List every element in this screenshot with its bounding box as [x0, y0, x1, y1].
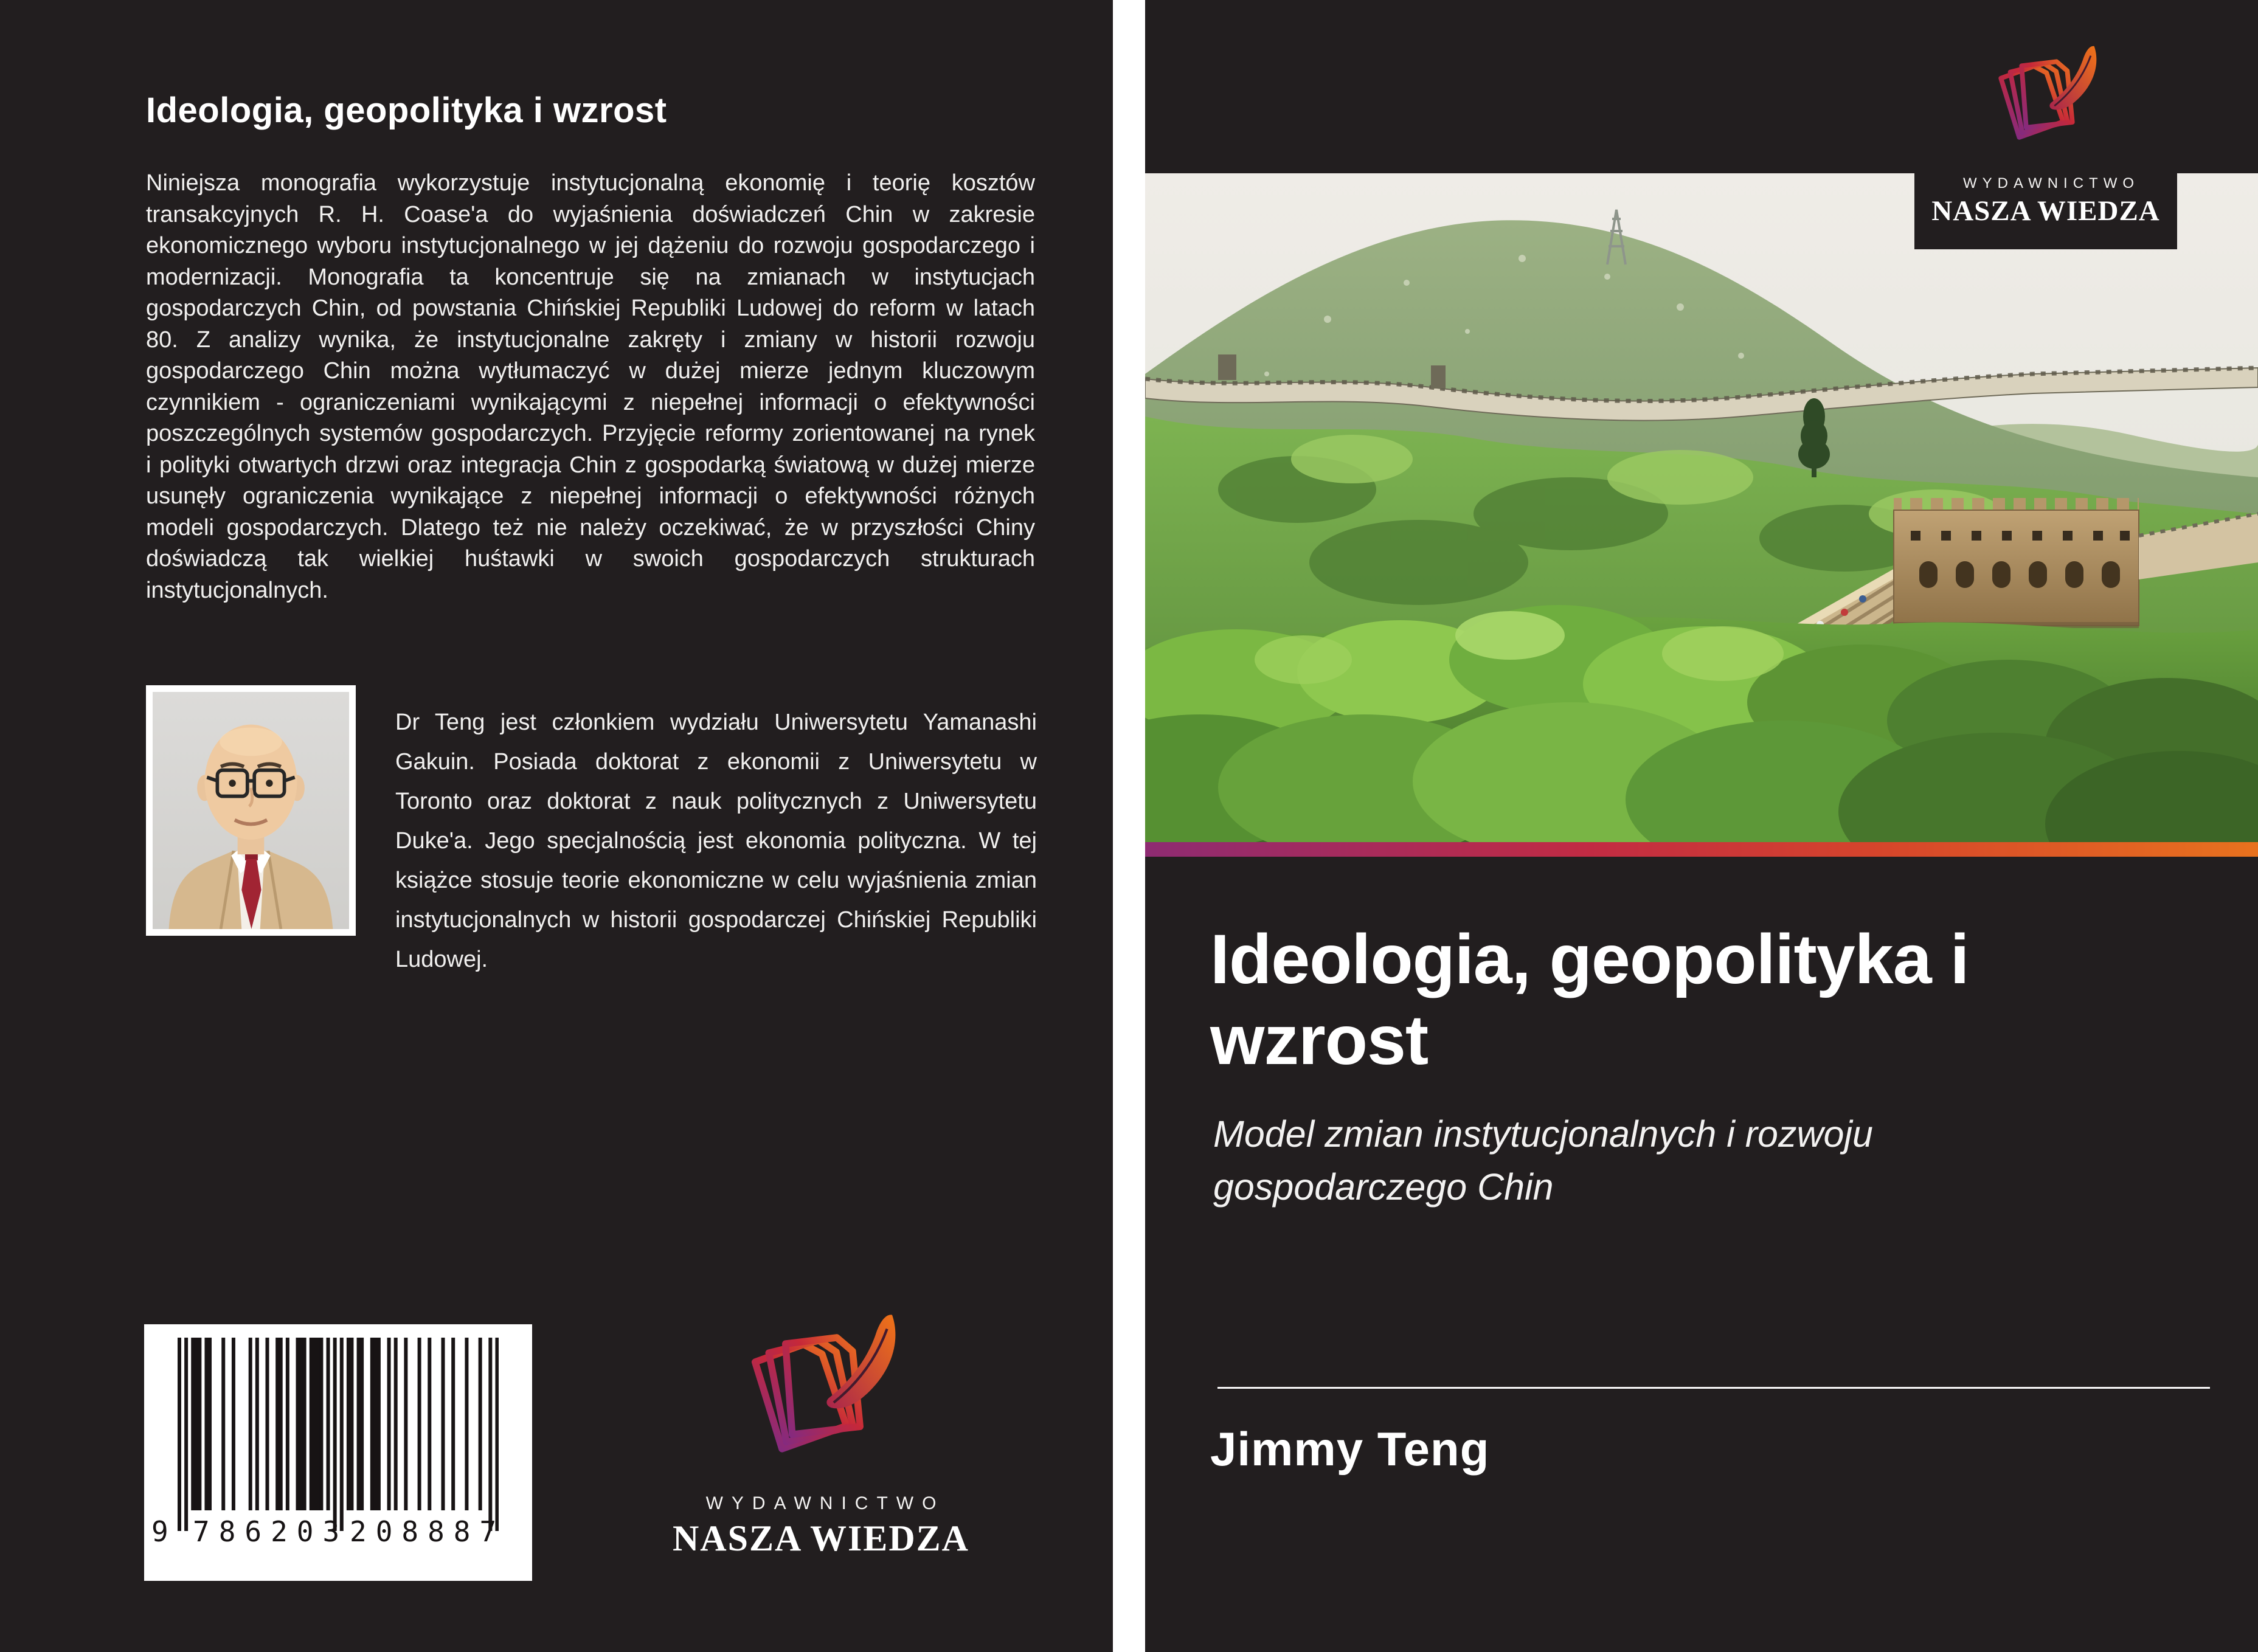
publisher-logo-icon: [1978, 40, 2114, 157]
author-photo: [146, 685, 356, 936]
front-subtitle: Model zmian instytucjonalnych i rozwoju gospodarczego Chin: [1213, 1113, 1873, 1208]
publisher-name-top: WYDAWNICTWO: [1962, 175, 2140, 192]
front-cover: [1145, 0, 2258, 1652]
barcode: [144, 1324, 532, 1581]
barcode-digits: [144, 1515, 532, 1552]
author-bio-text: Dr Teng jest członkiem wydziału Uniwersytetu Yamanashi Gakuin. Posiada doktorat z ekonomii z Uniwersytetu w Toronto oraz doktorat z nauk politycznych z Uniwersytetu Duke'a. Jego specjalnością jest ekonomia polityczna. W tej książce stosuje teorie ekonomiczne w celu wyjaśnienia zmian instytucjonalnych w historii gospodarczej Chińskiej Republiki Ludowej.: [395, 710, 1037, 972]
barcode-digit-group: 9: [151, 1515, 168, 1548]
barcode-digit-group: 208887: [350, 1515, 506, 1548]
back-cover: [0, 0, 1113, 1652]
front-author: Jimmy Teng: [1210, 1422, 1490, 1476]
publisher-name-top: WYDAWNICTWO: [705, 1493, 945, 1513]
publisher-name-bottom: NASZA WIEDZA: [672, 1518, 970, 1558]
author-divider-line: [1217, 1387, 2210, 1389]
publisher-badge: [1914, 0, 2177, 249]
barcode-digit-group: 786203: [193, 1515, 349, 1548]
publisher-logo-icon: [721, 1306, 921, 1477]
synopsis-text: Niniejsza monografia wykorzystuje instytucjonalną ekonomię i teorię kosztów transakcyjnych R. H. Coase'a do wyjaśnienia doświadczeń Chin w zakresie ekonomicznego wyboru instytucjonalnego w jej dążeniu do rozwoju gospodarczego i modernizacji. Monografia ta koncentruje się na zmianach w instytucjach gospodarczych Chin, od powstania Chińskiej Republiki Ludowej do reform w latach 80. Z analizy wynika, że instytucjonalne zakręty i zmiany w historii rozwoju gospodarczego Chin można wytłumaczyć w dużej mierze jednym kluczowym czynnikiem - ograniczeniami wynikającymi z niepełnej informacji o efektywności poszczególnych systemów gospodarczych. Przyjęcie reformy zorientowanej na rynek i polityki otwartych drzwi oraz integracja Chin z gospodarką światową w dużej mierze usunęły ograniczenia wynikające z niepełnej informacji o efektywności różnych modeli gospodarczych. Dlatego też nie należy oczekiwać, że w przyszłości Chiny doświadczą tak wielkiej huśtawki w swoich gospodarczych strukturach instytucjonalnych.: [146, 170, 1035, 603]
author-portrait: [153, 692, 349, 929]
great-wall-photo: [1145, 173, 2258, 842]
back-title: Ideologia, geopolityka i wzrost: [146, 91, 667, 130]
accent-gradient-bar: [1145, 842, 2258, 857]
front-title: Ideologia, geopolityka i wzrost: [1210, 921, 1969, 1080]
publisher-logo-back: [632, 1306, 1010, 1560]
barcode-bars: [178, 1338, 499, 1531]
publisher-name-bottom: NASZA WIEDZA: [1931, 195, 2160, 227]
